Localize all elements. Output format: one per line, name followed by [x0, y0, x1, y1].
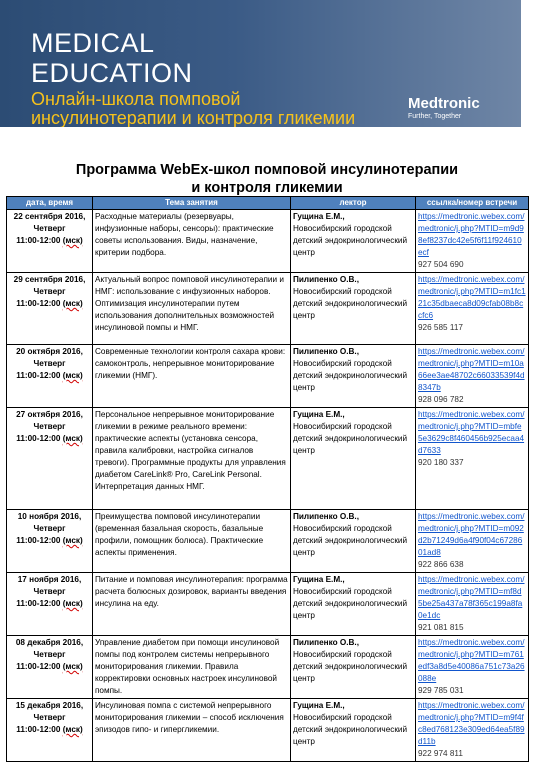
date-cell: [7, 573, 93, 636]
topic-cell: Питание и помповая инсулинотерапия: программа расчета болюсных дозировок, варианты введения инсулина на еду.: [93, 573, 291, 636]
header-lecturer: лектор: [291, 197, 416, 210]
lecturer-cell: [291, 210, 416, 273]
weekday-text: Четверг: [33, 287, 66, 296]
date-text: 10 ноября 2016,: [17, 512, 82, 521]
lecturer-name: Гущина Е.М.,: [293, 701, 345, 710]
lecturer-cell: [291, 408, 416, 510]
topic-cell: Преимущества помповой инсулинотерапии (временная базальная скорость, базальные профили, помощник болюса). Практические аспекты применения.: [93, 510, 291, 573]
lecturer-name: Пилипенко О.В.,: [293, 512, 359, 521]
time-text: 11:00-12:00 (мск): [16, 371, 83, 380]
date-text: 22 сентября 2016,: [13, 212, 86, 221]
link-cell: [416, 345, 529, 408]
banner-title-line1: MEDICAL: [31, 28, 155, 58]
lecturer-org: Новосибирский городской детский эндокринологический центр: [293, 224, 408, 257]
date-cell: [7, 510, 93, 573]
link-cell: [416, 636, 529, 699]
table-row: [7, 636, 529, 699]
time-text: 11:00-12:00 (мск): [16, 434, 83, 443]
meeting-number: 927 504 690: [418, 260, 464, 269]
date-cell: [7, 273, 93, 345]
header-banner: [0, 0, 521, 127]
table-row: [7, 573, 529, 636]
table-row: [7, 345, 529, 408]
table-row: [7, 510, 529, 573]
topic-cell: Инсулиновая помпа с системой непрерывного мониторирования гликемии – способ исключения эпизодов гипо- и гипергликемии.: [93, 699, 291, 762]
date-cell: [7, 345, 93, 408]
lecturer-cell: [291, 510, 416, 573]
webex-link[interactable]: https://medtronic.webex.com/medtronic/j.php?MTID=mbfe5e3629c8f460456b925ecaa4d7633: [418, 410, 525, 455]
lecturer-name: Пилипенко О.В.,: [293, 347, 359, 356]
date-cell: [7, 408, 93, 510]
table-row: [7, 273, 529, 345]
lecturer-cell: [291, 636, 416, 699]
weekday-text: Четверг: [33, 359, 66, 368]
weekday-text: Четверг: [33, 587, 66, 596]
link-cell: [416, 699, 529, 762]
page-title-line1: Программа WebEx-школ помповой инсулинотерапии: [75, 162, 459, 178]
header-link: ссылка/номер встречи: [416, 197, 529, 210]
brand-name: Medtronic: [408, 95, 480, 112]
time-text: 11:00-12:00 (мск): [16, 536, 83, 545]
date-text: 20 октября 2016,: [16, 347, 83, 356]
header-topic: Тема занятия: [93, 197, 291, 210]
page-title-line2: и контроля гликемии: [191, 180, 343, 196]
lecturer-name: Гущина Е.М.,: [293, 410, 345, 419]
table-row: [7, 699, 529, 762]
banner-subtitle-line2: инсулинотерапии и контроля гликемии: [31, 108, 356, 127]
link-cell: [416, 210, 529, 273]
lecturer-name: Пилипенко О.В.,: [293, 275, 359, 284]
date-cell: [7, 210, 93, 273]
time-text: 11:00-12:00 (мск): [16, 725, 83, 734]
topic-cell: Управление диабетом при помощи инсулиновой помпы под контролем системы непрерывного мониторирования гликемии. Правила корректировки основных настроек инсулиновой помпы.: [93, 636, 291, 699]
link-cell: [416, 573, 529, 636]
lecturer-cell: [291, 573, 416, 636]
weekday-text: Четверг: [33, 650, 66, 659]
banner-title-line2: EDUCATION: [31, 58, 193, 88]
meeting-number: 920 180 337: [418, 458, 464, 467]
banner-subtitle-line1: Онлайн-школа помповой: [31, 89, 241, 109]
schedule-table: [6, 196, 529, 762]
lecturer-cell: [291, 699, 416, 762]
link-cell: [416, 273, 529, 345]
table-header-row: [7, 197, 529, 210]
time-text: 11:00-12:00 (мск): [16, 599, 83, 608]
table-row: [7, 210, 529, 273]
webex-link[interactable]: https://medtronic.webex.com/medtronic/j.php?MTID=m092d2b71249d6a4f90f04c6728601ad8: [418, 512, 525, 557]
date-text: 27 октября 2016,: [16, 410, 83, 419]
lecturer-org: Новосибирский городской детский эндокринологический центр: [293, 359, 408, 392]
meeting-number: 926 585 117: [418, 323, 463, 332]
date-cell: [7, 636, 93, 699]
lecturer-name: Гущина Е.М.,: [293, 212, 345, 221]
header-date: дата, время: [7, 197, 93, 210]
weekday-text: Четверг: [33, 224, 66, 233]
webex-link[interactable]: https://medtronic.webex.com/medtronic/j.php?MTID=mf8d5be25a437a78f365c199a8fa0e1dc: [418, 575, 525, 620]
webex-link[interactable]: https://medtronic.webex.com/medtronic/j.php?MTID=m761edf3a8d5e40086a751c73a26088e: [418, 638, 525, 683]
link-cell: [416, 408, 529, 510]
time-text: 11:00-12:00 (мск): [16, 662, 83, 671]
date-text: 29 сентября 2016,: [13, 275, 86, 284]
date-cell: [7, 699, 93, 762]
date-text: 17 ноября 2016,: [17, 575, 82, 584]
weekday-text: Четверг: [33, 524, 66, 533]
meeting-number: 922 866 638: [418, 560, 464, 569]
brand-tagline: Further, Together: [408, 113, 462, 120]
lecturer-org: Новосибирский городской детский эндокринологический центр: [293, 587, 408, 620]
lecturer-cell: [291, 345, 416, 408]
link-cell: [416, 510, 529, 573]
webex-link[interactable]: https://medtronic.webex.com/medtronic/j.php?MTID=m1fc121c35dbaeca8d09cfab08b8ccfc6: [418, 275, 526, 320]
lecturer-name: Гущина Е.М.,: [293, 575, 345, 584]
table-row: [7, 408, 529, 510]
meeting-number: 922 974 811: [418, 749, 463, 758]
topic-cell: Расходные материалы (резервуары, инфузионные наборы, сенсоры): практические советы использования. Виды, назначение, критерии подбора.: [93, 210, 291, 273]
webex-link[interactable]: https://medtronic.webex.com/medtronic/j.php?MTID=m9d98ef8237dc42e5f6f11f924610ecf: [418, 212, 525, 257]
meeting-number: 929 785 031: [418, 686, 464, 695]
lecturer-org: Новосибирский городской детский эндокринологический центр: [293, 287, 408, 320]
lecturer-org: Новосибирский городской детский эндокринологический центр: [293, 713, 408, 746]
weekday-text: Четверг: [33, 713, 66, 722]
lecturer-cell: [291, 273, 416, 345]
topic-cell: Актуальный вопрос помповой инсулинотерапии и НМГ: использование с инфузионных наборов. Оптимизация инсулинотерапии путем использования дополнительных возможностей инсулиновой помпы и НМГ.: [93, 273, 291, 345]
meeting-number: 921 081 815: [418, 623, 464, 632]
topic-cell: Современные технологии контроля сахара крови: самоконтроль, непрерывное мониторирование гликемии (НМГ).: [93, 345, 291, 408]
webex-link[interactable]: https://medtronic.webex.com/medtronic/j.php?MTID=m10a66ee3ae48702c66033539f4d8347b: [418, 347, 525, 392]
date-text: 08 декабря 2016,: [15, 638, 84, 647]
lecturer-org: Новосибирский городской детский эндокринологический центр: [293, 422, 408, 455]
time-text: 11:00-12:00 (мск): [16, 299, 83, 308]
lecturer-org: Новосибирский городской детский эндокринологический центр: [293, 524, 408, 557]
lecturer-org: Новосибирский городской детский эндокринологический центр: [293, 650, 408, 683]
lecturer-name: Пилипенко О.В.,: [293, 638, 359, 647]
time-text: 11:00-12:00 (мск): [16, 236, 83, 245]
weekday-text: Четверг: [33, 422, 66, 431]
webex-link[interactable]: https://medtronic.webex.com/medtronic/j.php?MTID=m9f4fc8ed768123e309ed64ea5f89d11b: [418, 701, 525, 746]
meeting-number: 928 096 782: [418, 395, 464, 404]
medtronic-logo: [408, 95, 480, 120]
topic-cell: Персональное непрерывное мониторирование гликемии в режиме реального времени: практические аспекты (установка сенсора, правила калибровки, настройка сигналов тревоги). Программные продукты для управления диабетом CareLink® Pro, CareLink Personal. Интерпретация данных НМГ.: [93, 408, 291, 510]
date-text: 15 декабря 2016,: [15, 701, 84, 710]
